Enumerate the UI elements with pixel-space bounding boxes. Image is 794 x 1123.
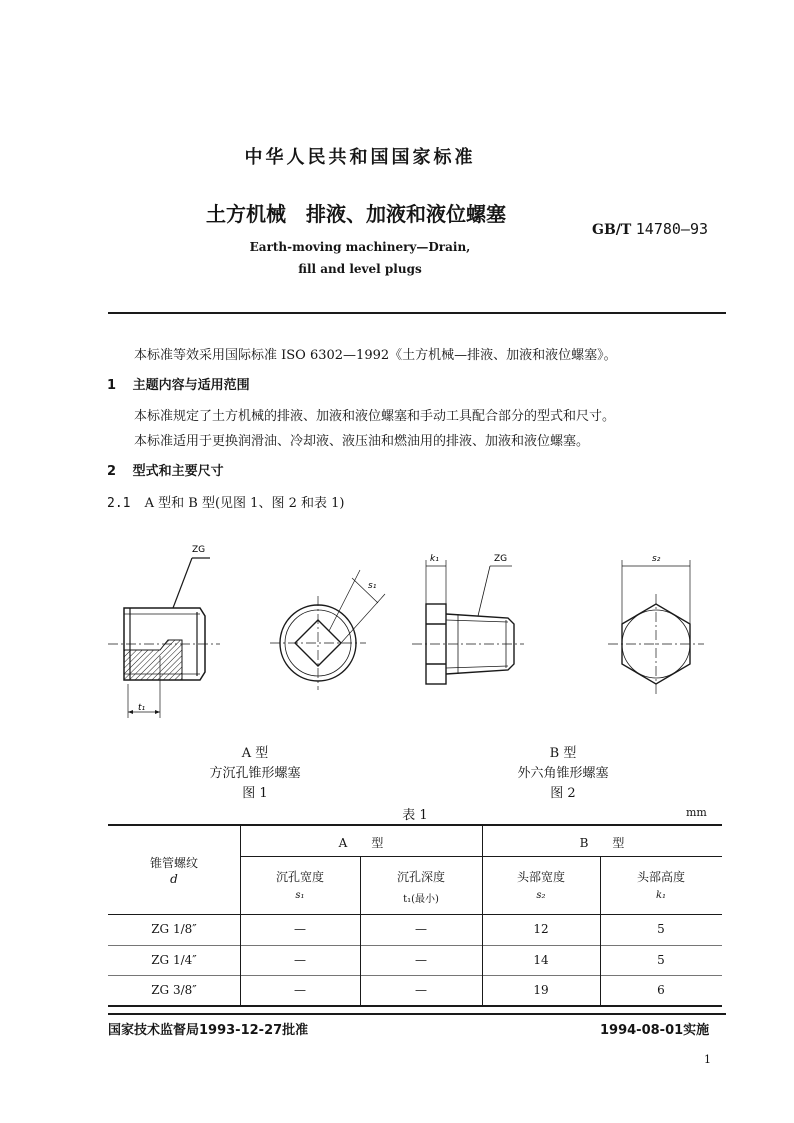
code-number: 14780—93 <box>635 220 709 238</box>
header-b-col1: 头部宽度 <box>516 870 565 884</box>
table-rule-row2 <box>108 975 722 976</box>
t1-label: t₁ <box>138 703 146 713</box>
subsection-number: 2.1 <box>107 496 131 511</box>
section2-number: 2 <box>107 464 117 479</box>
fig2-end-view <box>608 560 704 694</box>
footer-rule <box>108 1013 726 1015</box>
s1-label: s₁ <box>368 581 377 591</box>
table-row-3-t1: — <box>415 983 427 997</box>
table-row-1-s1: — <box>294 922 306 936</box>
header-b-col1-symbol: s₂ <box>536 890 546 901</box>
table-unit: mm <box>686 806 707 819</box>
section2-title: 型式和主要尺寸 <box>132 464 224 479</box>
document-title-en-line2: fill and level plugs <box>298 262 422 276</box>
section1-paragraph-2: 本标准适用于更换润滑油、冷却液、液压油和燃油用的排液、加液和液位螺塞。 <box>134 434 590 449</box>
document-title-cn: 土方机械 排液、加液和液位螺塞 <box>206 202 506 226</box>
header-thread: 锥管螺纹 <box>149 856 198 870</box>
header-thread-symbol: d <box>170 872 178 886</box>
table-row-2-s1: — <box>294 953 306 967</box>
header-a-col2: 沉孔深度 <box>396 870 445 884</box>
fig2-side-view <box>412 560 524 684</box>
section1-paragraph-1: 本标准规定了土方机械的排液、加液和液位螺塞和手动工具配合部分的型式和尺寸。 <box>134 409 616 424</box>
table-row-1-k1: 5 <box>657 922 665 936</box>
header-b-col2: 头部高度 <box>636 870 685 884</box>
code-prefix: GB/T <box>592 222 632 238</box>
table-title: 表 1 <box>402 808 428 823</box>
table-rule-row1 <box>108 945 722 946</box>
header-a-col1-symbol: s₁ <box>295 890 305 901</box>
table-rule-header <box>108 914 722 915</box>
table-rule-group <box>240 856 722 857</box>
table-row-2-k1: 5 <box>657 953 665 967</box>
zg-label-1: ZG <box>192 545 206 555</box>
section1-title: 主题内容与适用范围 <box>132 378 250 393</box>
header-group-a: A 型 <box>338 836 384 850</box>
table-row-3-k1: 6 <box>657 983 665 997</box>
table-row-1-s2: 12 <box>533 922 549 936</box>
fig2-type: B 型 <box>549 746 577 761</box>
k1-label: k₁ <box>430 554 439 564</box>
section1-number: 1 <box>107 378 117 393</box>
approval-text: 国家技术监督局1993-12-27批准 <box>108 1023 309 1038</box>
document-title-en-line1: Earth-moving machinery—Drain, <box>249 240 471 254</box>
effective-text: 1994-08-01实施 <box>600 1023 710 1038</box>
fig2-caption: 图 2 <box>550 786 576 801</box>
national-standard-heading: 中华人民共和国国家标准 <box>244 147 476 168</box>
fig2-desc: 外六角锥形螺塞 <box>517 766 609 781</box>
intro-paragraph: 本标准等效采用国际标准 ISO 6302—1992《土方机械—排液、加液和液位螺塞》。 <box>134 348 617 363</box>
table-row-1-t1: — <box>415 922 427 936</box>
header-b-col2-symbol: k₁ <box>655 890 667 901</box>
zg-label-2: ZG <box>494 554 508 564</box>
table-row-3-s2: 19 <box>533 983 549 997</box>
header-group-b: B 型 <box>579 836 625 850</box>
fig1-side-view <box>108 558 220 718</box>
table-row-2-t1: — <box>415 953 427 967</box>
header-a-col2-symbol: t₁(最小) <box>403 894 439 905</box>
s2-label: s₂ <box>652 554 661 564</box>
table-row-3-d: ZG 3/8″ <box>151 983 197 997</box>
table-row-1-d: ZG 1/8″ <box>151 922 197 936</box>
table-rule-bottom <box>108 1005 722 1007</box>
table-rule-top <box>108 824 722 826</box>
subsection-text: A 型和 B 型(见图 1、图 2 和表 1) <box>144 496 345 511</box>
table-vrule-3 <box>482 824 483 1005</box>
table-row-2-s2: 14 <box>533 953 549 967</box>
fig1-caption: 图 1 <box>242 786 268 801</box>
table-vrule-1 <box>240 824 241 1005</box>
page-number: 1 <box>704 1053 711 1066</box>
table-row-2-d: ZG 1/4″ <box>151 953 197 967</box>
header-a-col1: 沉孔宽度 <box>275 870 324 884</box>
fig1-desc: 方沉孔锥形螺塞 <box>209 766 301 781</box>
fig1-type: A 型 <box>241 746 269 761</box>
table-row-3-s1: — <box>294 983 306 997</box>
